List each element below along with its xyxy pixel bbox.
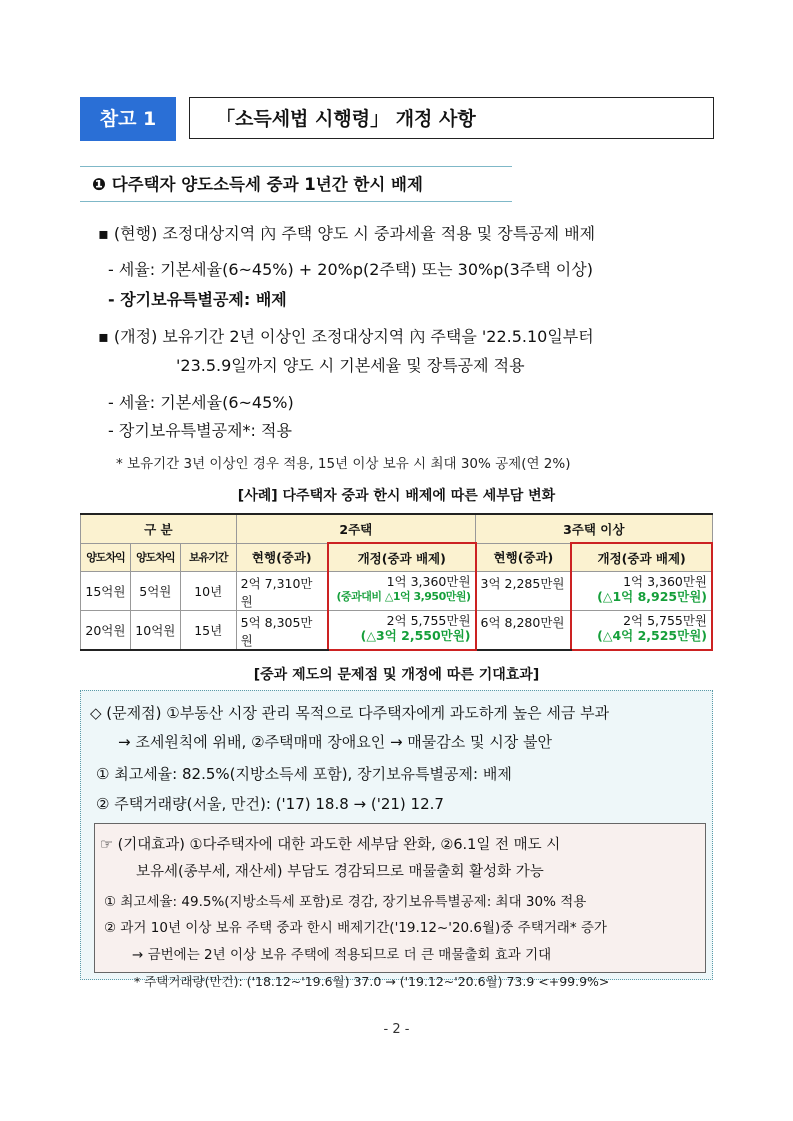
header-two-homes: 2주택 (236, 514, 475, 543)
cell-two-current: 5억 8,305만원 (236, 611, 328, 651)
header-category: 구 분 (81, 514, 237, 543)
expected-line4: ② 과거 10년 이상 보유 주택 중과 한시 배제기간('19.12~'20.6월)중 주택거래* 증가 (104, 920, 607, 936)
header-two-revised: 개정(중과 배제) (328, 543, 476, 572)
cell-period: 10년 (180, 572, 236, 611)
section-title: ❶ 다주택자 양도소득세 중과 1년간 한시 배제 (80, 166, 512, 202)
revised-deduction: - 장기보유특별공제*: 적용 (108, 421, 292, 440)
cell-gain: 20억원 (81, 611, 131, 651)
revised-rule-line2: '23.5.9일까지 양도 시 기본세율 및 장특공제 적용 (176, 356, 525, 375)
expected-line2: 보유세(종부세, 재산세) 부담도 경감되므로 매물출회 활성화 가능 (136, 864, 544, 880)
table-row (81, 572, 713, 611)
cell-two-current: 2억 7,310만원 (236, 572, 328, 611)
revised-rule-line1: ▪ (개정) 보유기간 2년 이상인 조정대상지역 內 주택을 '22.5.10일부터 (98, 327, 594, 346)
page-number: - 2 - (383, 1022, 410, 1037)
problem-line1: ◇ (문제점) ①부동산 시장 관리 목적으로 다주택자에게 과도하게 높은 세금 부과 (90, 704, 610, 722)
reference-label: 참고 1 (80, 97, 176, 141)
header-two-current: 현행(중과) (236, 543, 328, 572)
cell-two-revised: 1억 3,360만원 (중과대비 △1억 3,950만원) (328, 572, 476, 611)
table-row (81, 611, 713, 651)
effects-caption: [중과 제도의 문제점 및 개정에 따른 기대효과] (253, 667, 540, 683)
expected-footnote: * 주택거래량(만건): ('18.12~'19.6월) 37.0 → ('19.12~'20.6월) 73.9 <+99.9%> (134, 974, 610, 989)
expected-line1: ☞ (기대효과) ①다주택자에 대한 과도한 세부담 완화, ②6.1일 전 매도 시 (100, 837, 561, 853)
header-sale-price: 양도차익 (130, 543, 180, 572)
problem-line2: → 조세원칙에 위배, ②주택매매 장애요인 → 매물감소 및 시장 불안 (118, 733, 553, 751)
problem-line4: ② 주택거래량(서울, 만건): ('17) 18.8 → ('21) 12.7 (96, 795, 444, 813)
expected-line5: → 금번에는 2년 이상 보유 주택에 적용되므로 더 큰 매물출회 효과 기대 (132, 947, 552, 963)
current-tax-rate: - 세율: 기본세율(6~45%) + 20%p(2주택) 또는 30%p(3주택 이상) (108, 260, 593, 279)
cell-price: 5억원 (130, 572, 180, 611)
header-three-current: 현행(중과) (476, 543, 572, 572)
header-sale-gain: 양도차익 (81, 543, 131, 572)
header-holding: 보유기간 (180, 543, 236, 572)
current-rule: ▪ (현행) 조정대상지역 內 주택 양도 시 중과세율 적용 및 장특공제 배제 (98, 224, 596, 243)
header-three-homes: 3주택 이상 (476, 514, 712, 543)
table-caption: [사례] 다주택자 중과 한시 배제에 따른 세부담 변화 (237, 488, 556, 504)
cell-three-current: 3억 2,285만원 (476, 572, 572, 611)
tax-burden-table (80, 513, 713, 651)
cell-three-current: 6억 8,280만원 (476, 611, 572, 651)
cell-two-revised: 2억 5,755만원 (△3억 2,550만원) (328, 611, 476, 651)
problem-line3: ① 최고세율: 82.5%(지방소득세 포함), 장기보유특별공제: 배제 (96, 765, 512, 783)
cell-gain: 15억원 (81, 572, 131, 611)
page-title: 「소득세법 시행령」 개정 사항 (189, 97, 714, 139)
cell-three-revised: 2억 5,755만원 (△4억 2,525만원) (571, 611, 712, 651)
cell-period: 15년 (180, 611, 236, 651)
revised-tax-rate: - 세율: 기본세율(6~45%) (108, 393, 294, 412)
header-three-revised: 개정(중과 배제) (571, 543, 712, 572)
expected-line3: ① 최고세율: 49.5%(지방소득세 포함)로 경감, 장기보유특별공제: 최대 30% 적용 (104, 894, 587, 910)
revised-footnote: * 보유기간 3년 이상인 경우 적용, 15년 이상 보유 시 최대 30% 공제(연 2%) (116, 456, 571, 472)
cell-price: 10억원 (130, 611, 180, 651)
cell-three-revised: 1억 3,360만원 (△1억 8,925만원) (571, 572, 712, 611)
current-deduction: - 장기보유특별공제: 배제 (108, 290, 287, 309)
